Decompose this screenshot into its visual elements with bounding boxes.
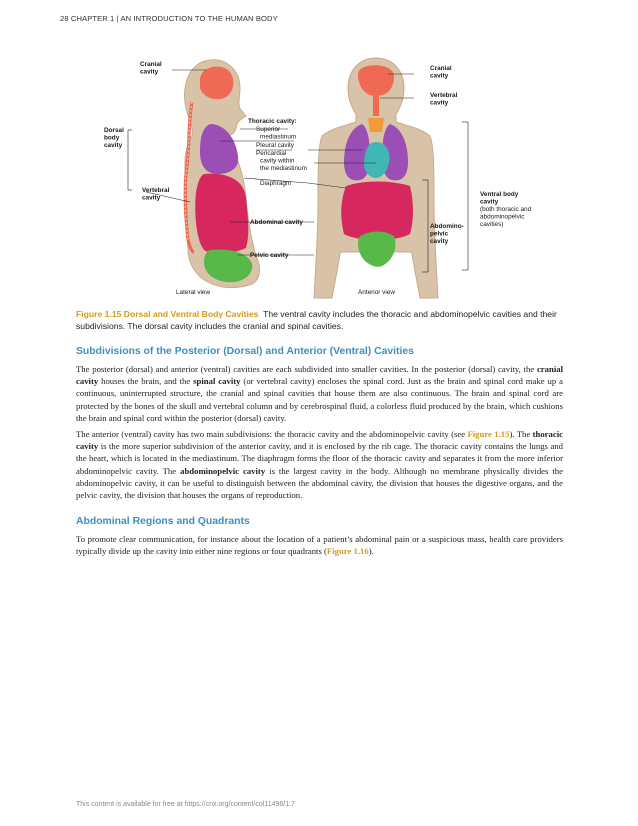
label-abdominopelvic-cavity: Abdomino-pelvic cavity xyxy=(430,223,464,245)
paragraph-abdominal-regions: To promote clear communication, for instance about the location of a patient’s abdominal pain or a suspicious mass, health care providers typically divide up the cavity into either nine regions or four quadrants (Figure 1.16). xyxy=(76,534,563,557)
label-dorsal-body-cavity: Dorsal body cavity xyxy=(104,127,124,149)
label-pleural-cavity: Pleural cavity xyxy=(256,142,295,149)
lateral-cranial-cavity xyxy=(200,66,233,99)
page-header: 28 CHAPTER 1 | AN INTRODUCTION TO THE HUMAN BODY xyxy=(60,14,278,23)
anterior-vertebral-cavity xyxy=(373,96,379,116)
label-pericardial-cavity: Pericardial cavity within the mediastinum xyxy=(256,150,307,172)
lateral-abdominal-cavity xyxy=(195,174,248,254)
figure-caption xyxy=(76,308,566,332)
label-ventral-note: (both thoracic and abdominopelvic cavities) xyxy=(480,206,532,228)
label-anterior-view: Anterior view xyxy=(358,289,395,296)
label-thoracic-cavity: Thoracic cavity: xyxy=(248,118,297,125)
term-abdominopelvic-cavity: abdominopelvic cavity xyxy=(180,465,266,476)
section-heading-abdominal-regions: Abdominal Regions and Quadrants xyxy=(76,516,250,527)
label-abdominal-cavity: Abdominal cavity xyxy=(250,219,303,226)
label-anterior-cranial: Cranial cavity xyxy=(430,65,452,80)
label-superior-mediastinum: Superior mediastinum xyxy=(256,126,297,141)
anterior-abdominal-cavity xyxy=(341,182,413,241)
link-figure-1-16[interactable]: Figure 1.16 xyxy=(326,546,369,557)
term-spinal-cavity: spinal cavity xyxy=(193,376,241,387)
section-heading-subdivisions: Subdivisions of the Posterior (Dorsal) and Anterior (Ventral) Cavities xyxy=(76,346,414,357)
label-lateral-cranial: Cranial cavity xyxy=(140,61,162,76)
body-cavities-figure xyxy=(60,52,578,302)
label-lateral-view: Lateral view xyxy=(176,289,211,296)
label-anterior-vertebral: Vertebral cavity xyxy=(430,92,458,107)
anterior-pelvic-cavity xyxy=(358,232,396,267)
paragraph-anterior-cavities: The anterior (ventral) cavity has two main subdivisions: the thoracic cavity and the abdominopelvic cavity (see Figure 1.15). The thoracic cavity is the more superior subdivision of the anterior cavity, and it is enclosed by the rib cage. The thoracic cavity contains the lungs and the heart, which is located in the mediastinum. The diaphragm forms the floor of the thoracic cavity and separates it from the more inferior abdominopelvic cavity. The abdominopelvic cavity is the largest cavity in the body. Although no membrane physically divides the abdominopelvic cavity, it can be useful to distinguish between the abdominal cavity, the division that houses the digestive organs, and the pelvic cavity, the division that houses the organs of reproduction. xyxy=(76,429,563,501)
body-cavities-illustration xyxy=(60,52,578,302)
page-footer: This content is available for free at https://cnx.org/content/col11496/1.7 xyxy=(76,801,295,808)
term-thoracic-cavity: thoracic cavity xyxy=(76,429,563,452)
label-lateral-vertebral: Vertebral cavity xyxy=(142,187,170,202)
figure-caption-label: Figure 1.15 Dorsal and Ventral Body Cavities xyxy=(76,309,259,319)
label-diaphragm: Diaphragm xyxy=(260,180,292,187)
figure-caption-text: The ventral cavity includes the thoracic and abdominopelvic cavities and their subdivisions. The dorsal cavity includes the cranial and spinal cavities. xyxy=(76,309,557,331)
anterior-superior-mediastinum xyxy=(368,118,384,132)
label-pelvic-cavity: Pelvic cavity xyxy=(250,252,289,259)
term-cranial-cavity: cranial cavity xyxy=(76,364,563,387)
link-figure-1-15[interactable]: Figure 1.15 xyxy=(467,429,510,439)
label-ventral-body-cavity: Ventral body cavity xyxy=(480,191,519,206)
paragraph-posterior-cavities: The posterior (dorsal) and anterior (ventral) cavities are each subdivided into smaller cavities. In the posterior (dorsal) cavity, the cranial cavity houses the brain, and the spinal cavity (or vertebral cavity) encloses the spinal cord. Just as the brain and spinal cord make up a continuous, uninterrupted structure, the cranial and spinal cavities that house them are also continuous. The brain and spinal cord are protected by the bones of the skull and vertebral column and by cerebrospinal fluid, a colorless fluid produced by the brain, which cushions the brain and spinal cord within the posterior (dorsal) cavity. xyxy=(76,364,563,423)
